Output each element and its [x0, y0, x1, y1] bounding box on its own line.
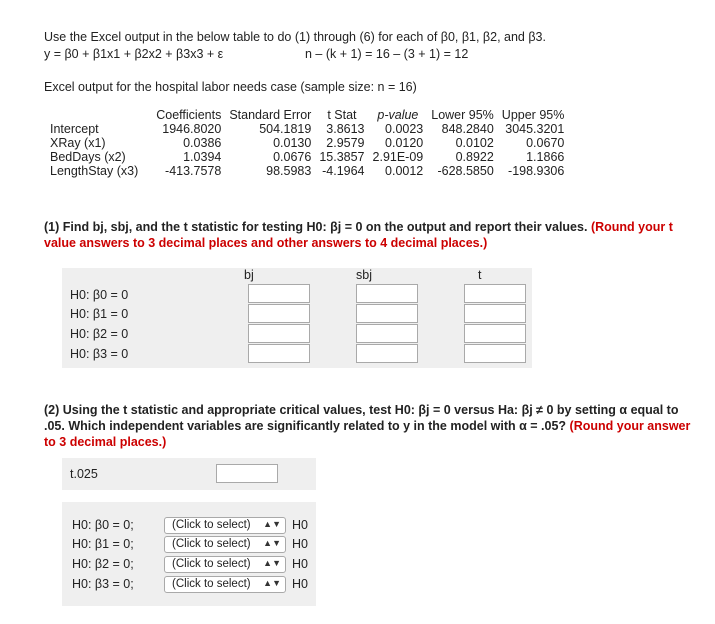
decision-select-0[interactable]	[164, 517, 286, 534]
table-cell: 0.0386	[183, 136, 222, 150]
table-cell: 0.0670	[526, 136, 565, 150]
select-value: (Click to select)	[172, 578, 251, 590]
question-2-instruction: (Round your answer to 3 decimal places.)	[44, 419, 691, 449]
h0-suffix: H0	[292, 557, 308, 571]
table-cell: 2.91E-09	[372, 150, 424, 164]
h0-suffix: H0	[292, 577, 308, 591]
row-label: XRay (x1)	[50, 136, 106, 150]
sbj-input-3[interactable]	[356, 344, 418, 363]
table-cell: 1.1866	[526, 150, 565, 164]
decision-select-2[interactable]	[164, 556, 286, 573]
hypothesis-label: H0: β0 = 0	[70, 288, 129, 302]
table-cell: -4.1964	[322, 164, 365, 178]
bj-input-2[interactable]	[248, 324, 310, 343]
excel-header: p-value	[377, 108, 419, 122]
table-row	[50, 136, 568, 150]
table-cell: 98.5983	[266, 164, 312, 178]
excel-header: t Stat	[327, 108, 357, 122]
table-row	[50, 122, 568, 136]
excel-header: Coefficients	[156, 108, 222, 122]
table-cell: -413.7578	[165, 164, 222, 178]
row-label: LengthStay (x3)	[50, 164, 139, 178]
table-cell: 1946.8020	[162, 122, 222, 136]
row-label: Intercept	[50, 122, 99, 136]
sbj-input-2[interactable]	[356, 324, 418, 343]
table-cell: 0.0023	[385, 122, 424, 136]
hypothesis-label: H0: β3 = 0	[70, 347, 129, 361]
table-cell: 0.0102	[455, 136, 494, 150]
excel-header: Upper 95%	[501, 108, 565, 122]
intro-text: Use the Excel output in the below table to do (1) through (6) for each of β0, β1, β2, and β3.	[44, 30, 546, 44]
excel-header: Standard Error	[229, 108, 312, 122]
critical-value-label: t.025	[70, 467, 98, 481]
h0-suffix: H0	[292, 537, 308, 551]
table-cell: 2.9579	[326, 136, 365, 150]
decision-hypothesis-label: H0: β1 = 0;	[72, 537, 134, 551]
critical-value-input[interactable]	[216, 464, 278, 483]
question-2	[44, 402, 694, 450]
table-cell: 1.0394	[183, 150, 222, 164]
case-description: Excel output for the hospital labor needs case (sample size: n = 16)	[44, 80, 417, 94]
question-2-text: (2) Using the t statistic and appropriate critical values, test H0: βj = 0 versus Ha: βj ≠ 0 by setting α equal to .05. Which independent variables are significantly related to y in the model with α = .05?	[44, 403, 679, 433]
select-arrows-icon: ▲▼	[263, 578, 281, 588]
table-cell: -628.5850	[437, 164, 494, 178]
select-value: (Click to select)	[172, 519, 251, 531]
h0-suffix: H0	[292, 518, 308, 532]
row-label: BedDays (x2)	[50, 150, 126, 164]
table-cell: -198.9306	[508, 164, 565, 178]
table-row	[50, 150, 568, 164]
bj-input-3[interactable]	[248, 344, 310, 363]
decision-hypothesis-label: H0: β3 = 0;	[72, 577, 134, 591]
question-1	[44, 219, 694, 251]
select-value: (Click to select)	[172, 538, 251, 550]
excel-header: Lower 95%	[431, 108, 494, 122]
model-equation: y = β0 + β1x1 + β2x2 + β3x3 + ε	[44, 47, 224, 61]
decision-hypothesis-label: H0: β2 = 0;	[72, 557, 134, 571]
decision-hypothesis-label: H0: β0 = 0;	[72, 518, 134, 532]
bj-input-0[interactable]	[248, 284, 310, 303]
select-value: (Click to select)	[172, 558, 251, 570]
bj-input-1[interactable]	[248, 304, 310, 323]
question-1-instruction: (Round your t value answers to 3 decimal places and other answers to 4 decimal places.)	[44, 220, 673, 250]
decision-select-3[interactable]	[164, 576, 286, 593]
select-arrows-icon: ▲▼	[263, 558, 281, 568]
column-header-sbj: sbj	[356, 268, 372, 282]
sbj-input-0[interactable]	[356, 284, 418, 303]
table-cell: 15.3857	[319, 150, 365, 164]
table-row	[50, 164, 568, 178]
hypothesis-label: H0: β2 = 0	[70, 327, 129, 341]
table-cell: 0.8922	[455, 150, 494, 164]
hypothesis-label: H0: β1 = 0	[70, 307, 129, 321]
t-input-2[interactable]	[464, 324, 526, 343]
excel-header	[50, 108, 152, 122]
table-cell: 504.1819	[259, 122, 312, 136]
question-1-text: (1) Find bj, sbj, and the t statistic for testing H0: βj = 0 on the output and report their values.	[44, 220, 588, 234]
column-header-bj: bj	[244, 268, 254, 282]
select-arrows-icon: ▲▼	[263, 538, 281, 548]
table-cell: 848.2840	[441, 122, 494, 136]
excel-output-table	[50, 108, 568, 178]
table-cell: 0.0676	[273, 150, 312, 164]
select-arrows-icon: ▲▼	[263, 519, 281, 529]
table-cell: 0.0120	[385, 136, 424, 150]
t-input-0[interactable]	[464, 284, 526, 303]
table-cell: 3045.3201	[505, 122, 565, 136]
table-cell: 0.0012	[385, 164, 424, 178]
table-cell: 3.8613	[326, 122, 365, 136]
column-header-t: t	[478, 268, 482, 282]
table-cell: 0.0130	[273, 136, 312, 150]
t-input-1[interactable]	[464, 304, 526, 323]
excel-header-row	[50, 108, 568, 122]
decision-select-1[interactable]	[164, 536, 286, 553]
t-input-3[interactable]	[464, 344, 526, 363]
sbj-input-1[interactable]	[356, 304, 418, 323]
degrees-of-freedom: n – (k + 1) = 16 – (3 + 1) = 12	[305, 47, 469, 61]
